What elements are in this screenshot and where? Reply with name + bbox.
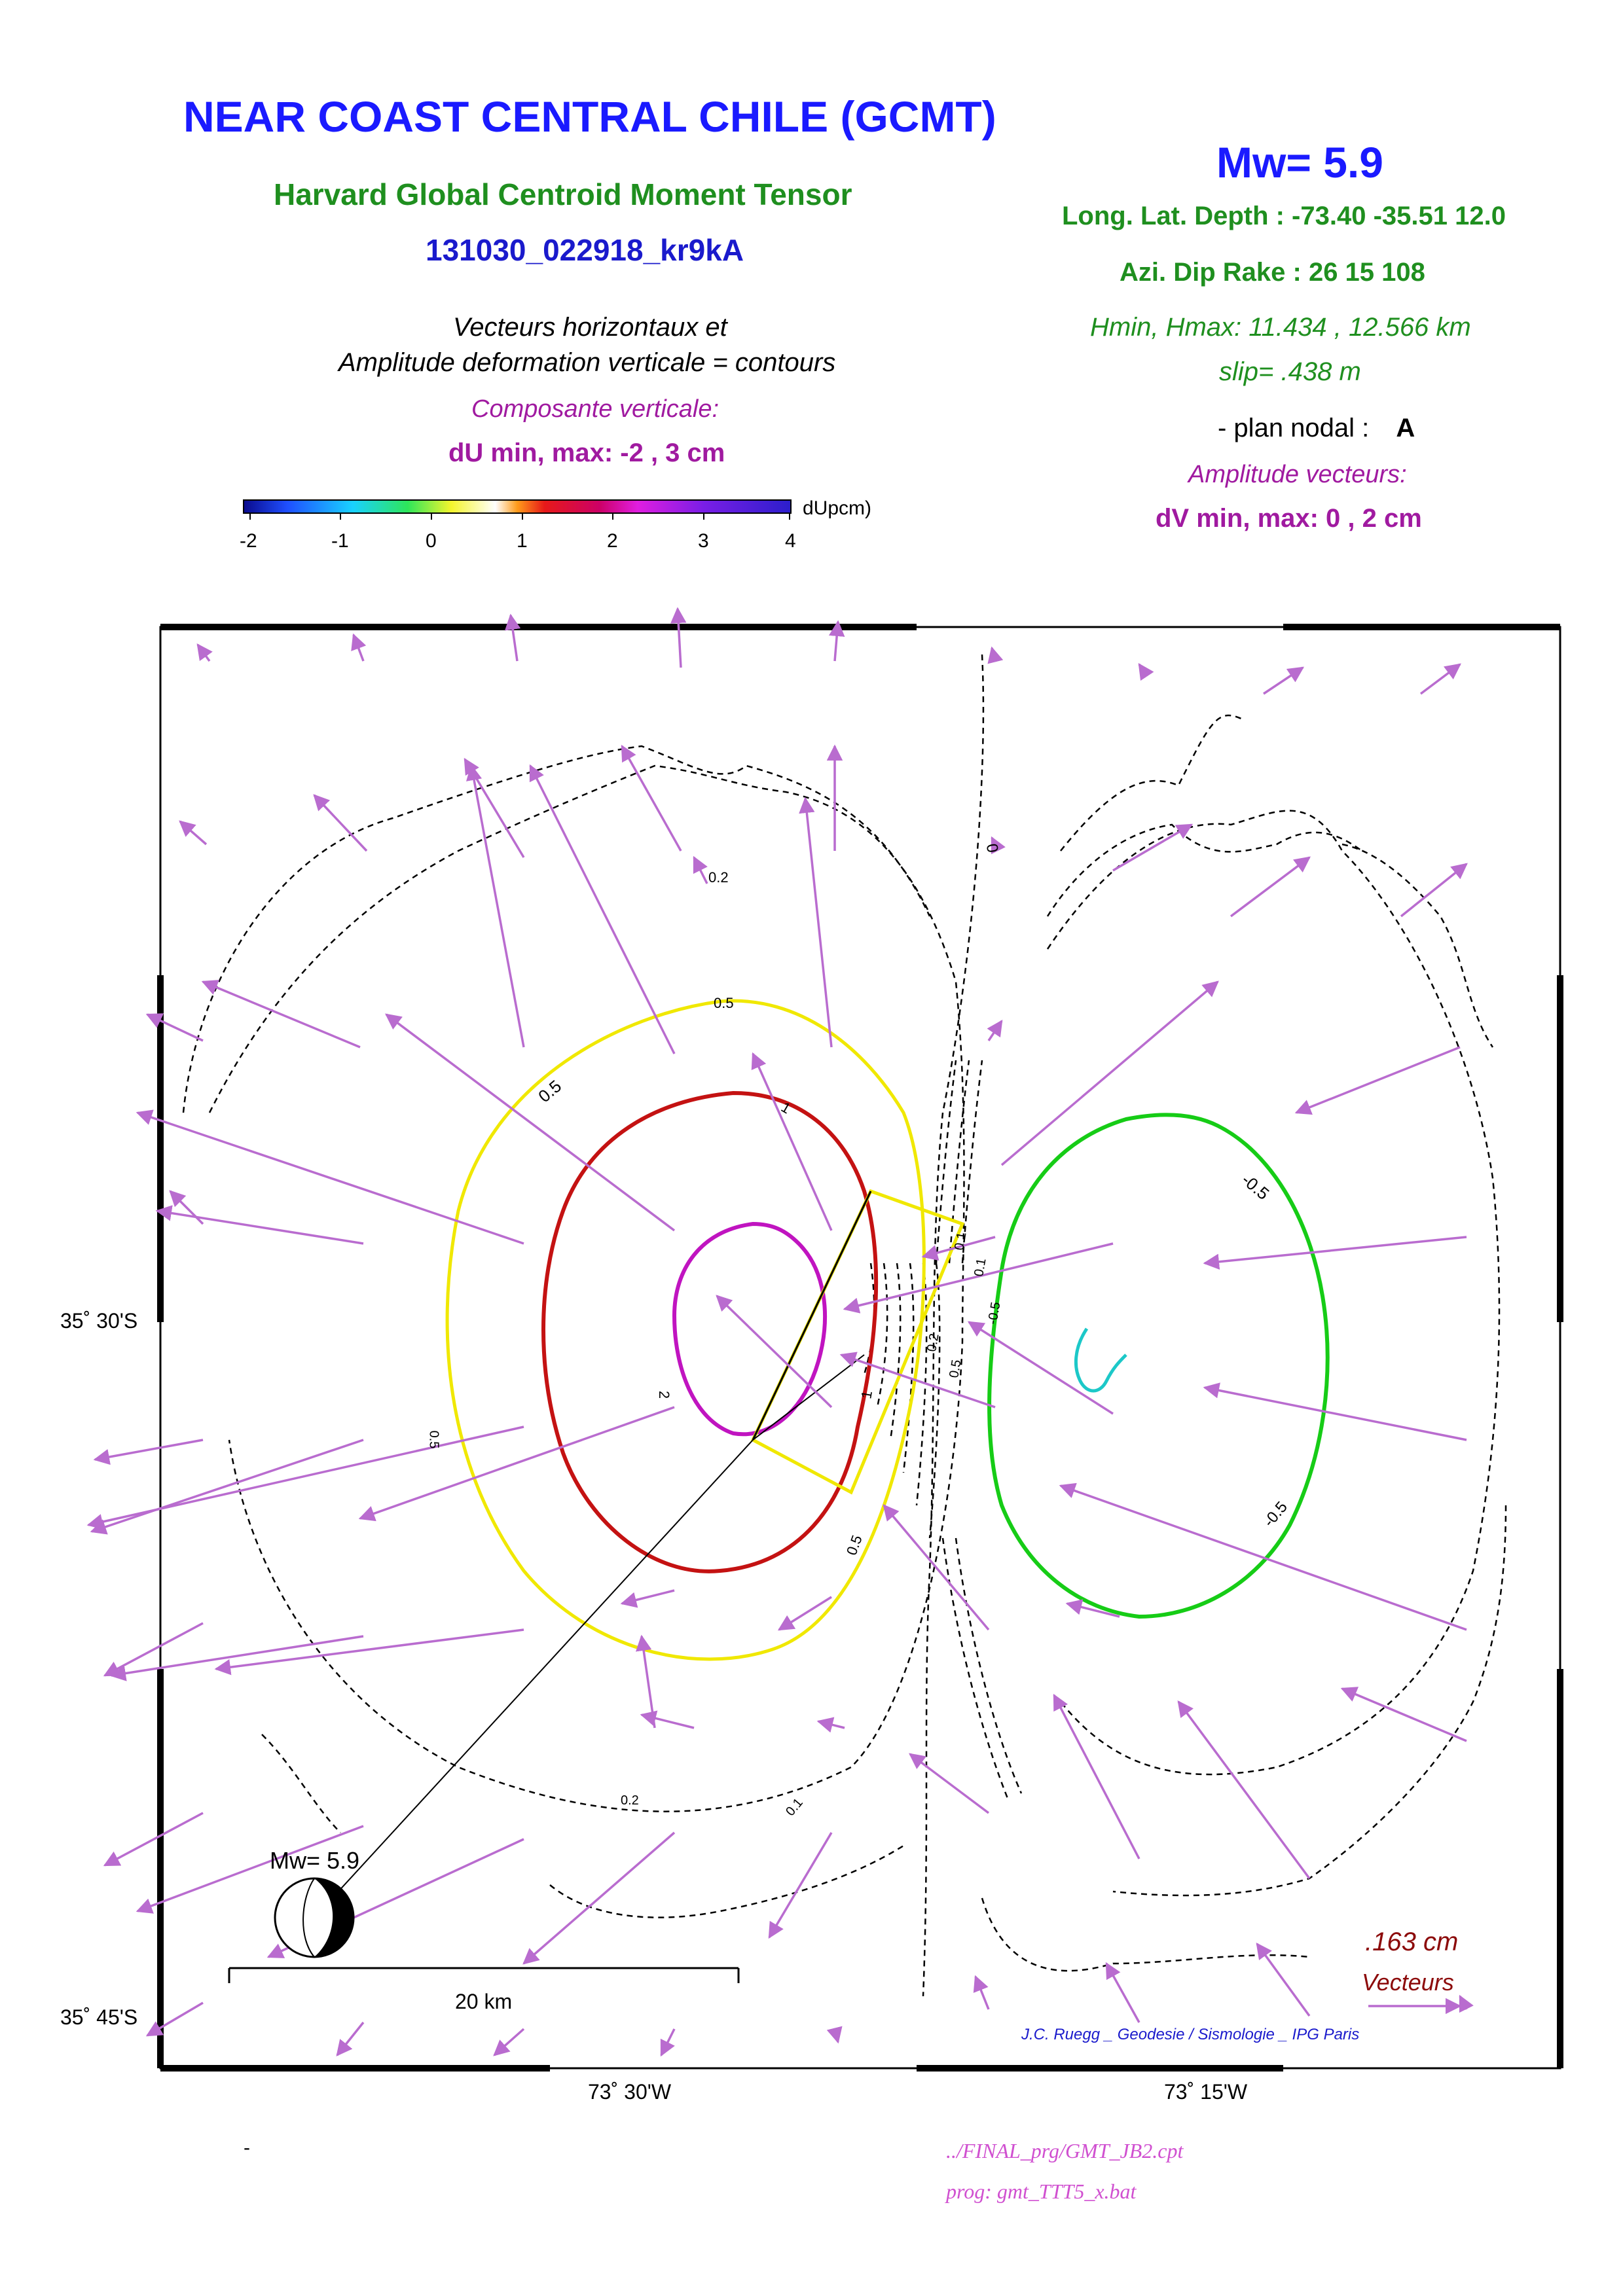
program-name: prog: gmt_TTT5_x.bat	[946, 2179, 1137, 2203]
beachball	[275, 1878, 354, 1957]
colorbar-tick: 4	[785, 530, 796, 552]
contour-label: 0.2	[924, 1332, 942, 1354]
contour-label: 0.5	[426, 1430, 441, 1449]
contour-neg0.5	[989, 1115, 1328, 1617]
footer-dash: -	[244, 2137, 250, 2159]
contour-label: 1	[778, 1098, 793, 1117]
contour-label: -0.5	[1237, 1170, 1273, 1204]
colorbar-tick: 3	[698, 530, 709, 552]
displacement-vectors	[88, 609, 1467, 2055]
contour-label: -0.5	[1260, 1498, 1291, 1531]
contour-label: 0.2	[621, 1793, 639, 1808]
cpt-file: ../FINAL_prg/GMT_JB2.cpt	[946, 2139, 1184, 2162]
depth-range: Hmin, Hmax: 11.434 , 12.566 km	[1090, 313, 1471, 342]
nodal-plane-value: A	[1396, 414, 1415, 442]
reference-vector-value: .163 cm	[1365, 1928, 1459, 1956]
contour-1	[543, 1093, 876, 1571]
nodal-plane-label: - plan nodal :	[1218, 414, 1370, 442]
contour-label: 0.5	[714, 995, 734, 1011]
description-line-1: Vecteurs horizontaux et	[453, 313, 727, 342]
contour-label: -0.5	[985, 1300, 1004, 1326]
colorbar-tick: 1	[517, 530, 528, 552]
dv-range: dV min, max: 0 , 2 cm	[1156, 504, 1422, 533]
colorbar-tick: 0	[426, 530, 437, 552]
event-location: Long. Lat. Depth : -73.40 -35.51 12.0	[1062, 202, 1506, 230]
credit: J.C. Ruegg _ Geodesie / Sismologie _ IPG Paris	[1021, 2026, 1360, 2043]
fault-top-edge	[753, 1191, 871, 1440]
catalog-subtitle: Harvard Global Centroid Moment Tensor	[274, 177, 852, 211]
contour-label: 0.5	[534, 1076, 566, 1107]
longitude-label-2: 73˚ 15'W	[1164, 2080, 1248, 2104]
contour-label: 0.5	[843, 1533, 866, 1558]
contour-label: 0.2	[708, 869, 729, 886]
event-id: 131030_022918_kr9kA	[426, 233, 744, 267]
colorbar-tick: -1	[331, 530, 349, 552]
contour-label: 2	[656, 1390, 673, 1399]
contour-label: 0.5	[947, 1358, 964, 1380]
focal-mechanism: Azi. Dip Rake : 26 15 108	[1120, 258, 1425, 287]
beachball-magnitude: Mw= 5.9	[270, 1847, 360, 1874]
latitude-label-2: 35˚ 45'S	[60, 2005, 138, 2029]
contour-label: 0	[982, 842, 1002, 854]
scale-bar	[229, 1968, 739, 1983]
contour-label: 0.1	[952, 1230, 970, 1252]
du-range: dU min, max: -2 , 3 cm	[448, 439, 725, 467]
contour-lines-dashed	[183, 655, 1506, 1996]
latitude-label-1: 35˚ 30'S	[60, 1309, 138, 1333]
reference-vector-label: Vecteurs	[1362, 1969, 1454, 1996]
vector-amplitude-label: Amplitude vecteurs:	[1188, 461, 1407, 488]
map-title: NEAR COAST CENTRAL CHILE (GCMT)	[183, 92, 996, 141]
colorbar-tick: -2	[240, 530, 257, 552]
contour-label: 0.1	[972, 1257, 989, 1278]
colorbar-unit: dUpcm)	[803, 497, 872, 519]
fault-slip-line	[753, 1355, 864, 1440]
colorbar-tick: 2	[607, 530, 618, 552]
longitude-label-1: 73˚ 30'W	[588, 2080, 672, 2104]
description-line-2: Amplitude deformation verticale = contours	[338, 348, 836, 377]
contour-label: 0.1	[783, 1795, 806, 1819]
contour-label: 1	[858, 1389, 876, 1401]
scale-label: 20 km	[455, 1990, 513, 2013]
vertical-component-label: Composante verticale:	[471, 395, 720, 423]
contour-neg1	[1076, 1329, 1126, 1391]
magnitude: Mw= 5.9	[1216, 138, 1383, 187]
slip-value: slip= .438 m	[1219, 357, 1361, 386]
